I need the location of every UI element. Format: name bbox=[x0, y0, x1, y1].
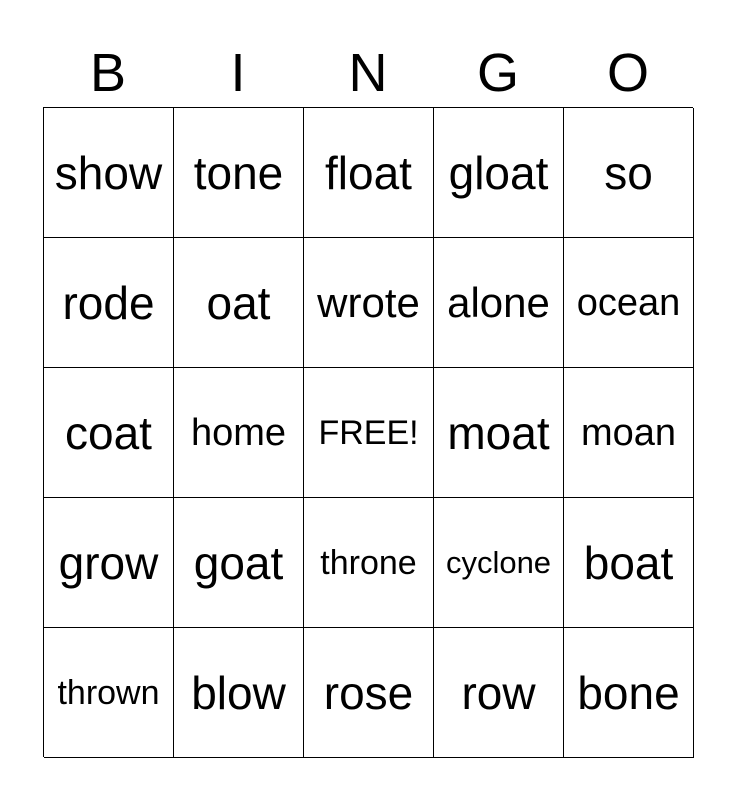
bingo-cell: home bbox=[174, 368, 304, 498]
bingo-cell: throne bbox=[304, 498, 434, 628]
bingo-cell: float bbox=[304, 108, 434, 238]
bingo-cell: gloat bbox=[434, 108, 564, 238]
header-letter-b: B bbox=[89, 43, 127, 103]
bingo-board bbox=[43, 107, 693, 757]
bingo-cell: ocean bbox=[564, 238, 694, 368]
bingo-header bbox=[43, 40, 693, 106]
bingo-cell: tone bbox=[174, 108, 304, 238]
bingo-cell: boat bbox=[564, 498, 694, 628]
bingo-cell: grow bbox=[44, 498, 174, 628]
bingo-cell: goat bbox=[174, 498, 304, 628]
bingo-cell: moan bbox=[564, 368, 694, 498]
bingo-cell: rose bbox=[304, 628, 434, 758]
header-letter-n: N bbox=[348, 43, 388, 103]
bingo-cell: bone bbox=[564, 628, 694, 758]
bingo-cell: thrown bbox=[44, 628, 174, 758]
header-letter-o: O bbox=[606, 43, 649, 103]
bingo-cell: wrote bbox=[304, 238, 434, 368]
bingo-cell: moat bbox=[434, 368, 564, 498]
bingo-cell: rode bbox=[44, 238, 174, 368]
bingo-cell: blow bbox=[174, 628, 304, 758]
bingo-cell: show bbox=[44, 108, 174, 238]
bingo-cell: row bbox=[434, 628, 564, 758]
bingo-cell: so bbox=[564, 108, 694, 238]
header-letter-i: I bbox=[230, 43, 246, 103]
header-letter-g: G bbox=[476, 43, 519, 103]
bingo-cell: alone bbox=[434, 238, 564, 368]
free-space: FREE! bbox=[304, 368, 434, 498]
bingo-cell: coat bbox=[44, 368, 174, 498]
bingo-cell: cyclone bbox=[434, 498, 564, 628]
bingo-cell: oat bbox=[174, 238, 304, 368]
